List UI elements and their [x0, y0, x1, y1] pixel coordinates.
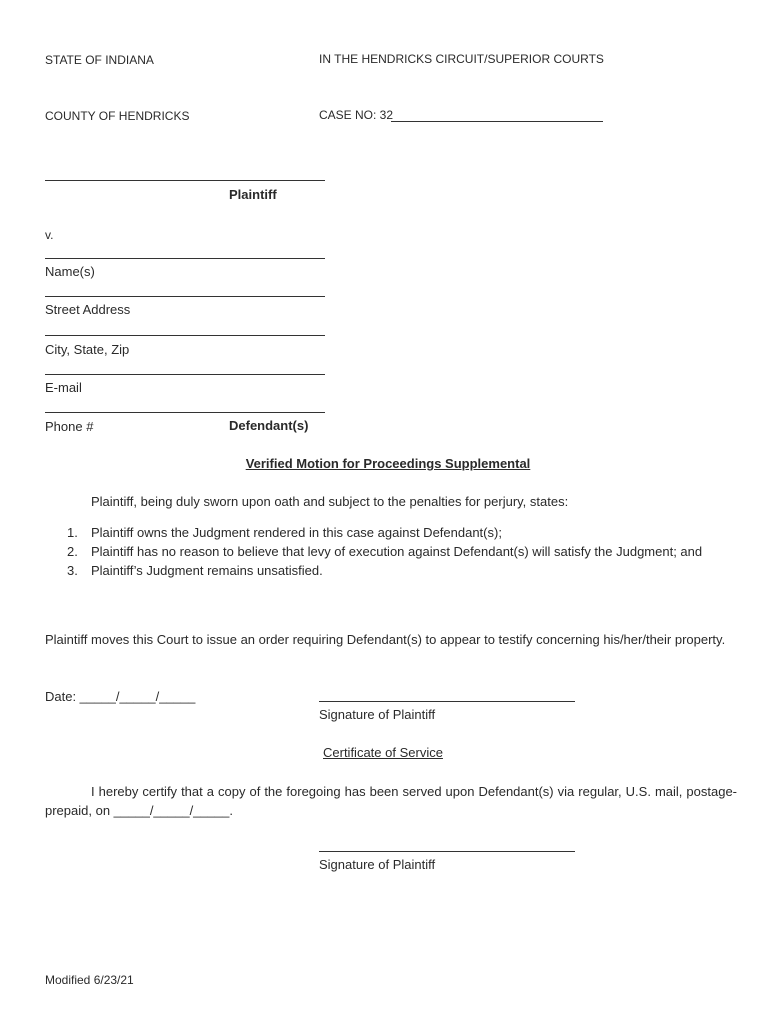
city-line [45, 335, 325, 336]
case-number-line [391, 121, 603, 122]
state-label: STATE OF INDIANA [45, 53, 154, 67]
certificate-text: I hereby certify that a copy of the foregoing has been served upon Defendant(s) via regular, U.S. mail, postage-prepaid, on _____/_____/_____. [45, 784, 737, 818]
name-line [45, 258, 325, 259]
motion-title: Verified Motion for Proceedings Supplemental [245, 456, 531, 471]
motion-item-number: 2. [67, 544, 78, 559]
street-field-label: Street Address [45, 302, 131, 317]
motion-item [45, 542, 735, 561]
certificate-signature-line [319, 851, 575, 852]
defendant-label: Defendant(s) [229, 418, 309, 433]
signature-line [319, 701, 575, 702]
city-field-label: City, State, Zip [45, 342, 130, 357]
email-field-label: E-mail [45, 380, 82, 395]
motion-intro: Plaintiff, being duly sworn upon oath and subject to the penalties for perjury, states: [91, 494, 569, 509]
street-line [45, 296, 325, 297]
motion-item-text: Plaintiff owns the Judgment rendered in this case against Defendant(s); [91, 525, 502, 540]
motion-request: Plaintiff moves this Court to issue an order requiring Defendant(s) to appear to testify concerning his/her/their property. [45, 632, 726, 647]
county-label: COUNTY OF HENDRICKS [45, 109, 190, 123]
motion-item-number: 1. [67, 525, 78, 540]
certificate-signature-label: Signature of Plaintiff [319, 857, 436, 872]
phone-line [45, 412, 325, 413]
motion-item [45, 561, 735, 580]
signature-label: Signature of Plaintiff [319, 707, 436, 722]
motion-item [45, 523, 735, 542]
motion-list [45, 523, 735, 580]
motion-item-number: 3. [67, 563, 78, 578]
phone-field-label: Phone # [45, 419, 94, 434]
motion-item-text: Plaintiff has no reason to believe that levy of execution against Defendant(s) will satisfy the Judgment; and [91, 544, 703, 559]
motion-item-text: Plaintiff’s Judgment remains unsatisfied. [91, 563, 323, 578]
plaintiff-line [45, 180, 325, 181]
plaintiff-label: Plaintiff [229, 187, 277, 202]
versus-label: v. [45, 228, 54, 242]
case-number-label: CASE NO: 32 [319, 108, 394, 122]
modified-date: Modified 6/23/21 [45, 973, 134, 987]
certificate-title: Certificate of Service [323, 745, 443, 760]
email-line [45, 374, 325, 375]
name-field-label: Name(s) [45, 264, 95, 279]
court-label: IN THE HENDRICKS CIRCUIT/SUPERIOR COURTS [319, 52, 604, 66]
date-label: Date: _____/_____/_____ [45, 689, 196, 704]
